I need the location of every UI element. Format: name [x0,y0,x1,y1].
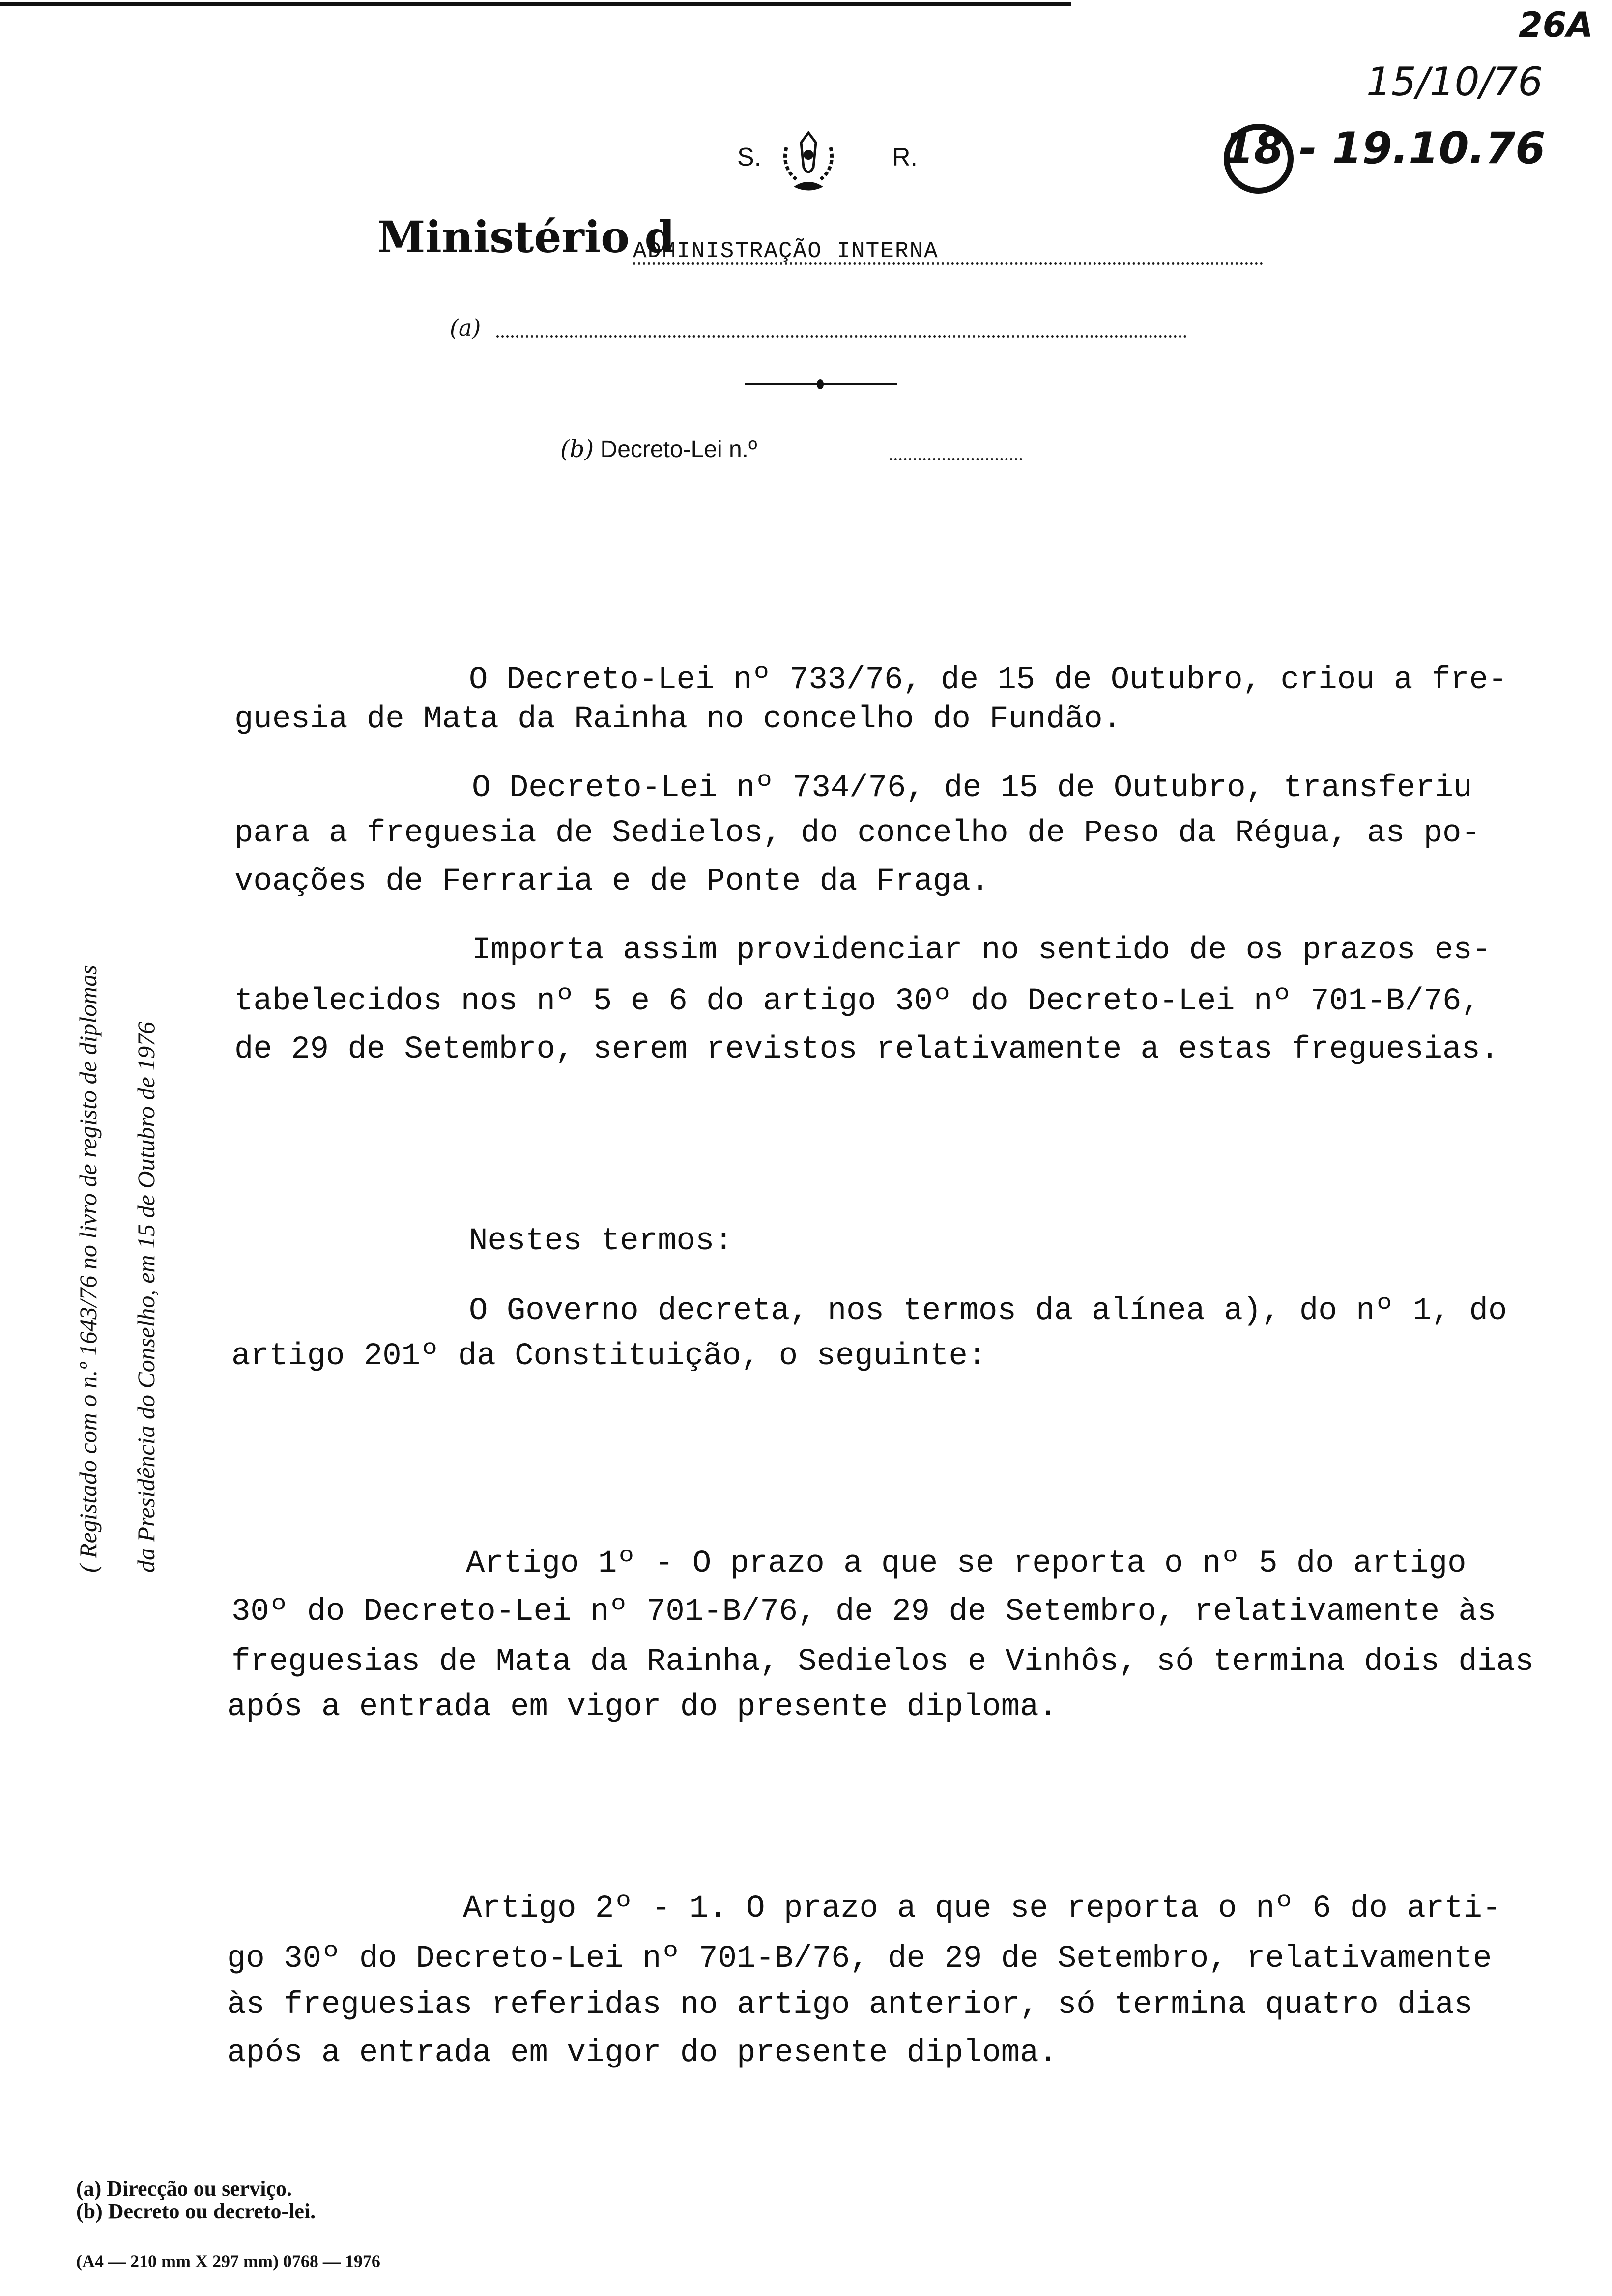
body-line: Artigo 1º - O prazo a que se reporta o nº 5 do artigo [466,1546,1467,1581]
handwritten-date: 15/10/76 [1366,59,1543,105]
top-border-line [0,2,1071,6]
s-label: S. [737,143,762,172]
stamp-circle [1224,124,1294,194]
body-line: O Decreto-Lei nº 734/76, de 15 de Outubro, transferiu [472,771,1472,806]
body-line: go 30º do Decreto-Lei nº 701-B/76, de 29 de Setembro, relativamente [227,1941,1492,1977]
ministry-prefix: Ministério d [377,211,675,262]
body-line: para a freguesia de Sedielos, do concelho de Peso da Régua, as po- [234,816,1480,851]
a-label: (a) [450,315,481,341]
body-line: artigo 201º da Constituição, o seguinte: [231,1339,987,1374]
service-field [496,330,1187,338]
registry-note-line1: ( Registado com o n.º 1643/76 no livro de registo de diplomas [74,965,102,1573]
body-line: Importa assim providenciar no sentido de os prazos es- [472,933,1491,968]
registry-note-line2: da Presidência do Conselho, em 15 de Outubro de 1976 [132,1021,160,1573]
body-line: após a entrada em vigor do presente diploma. [227,1690,1058,1725]
body-line: voações de Ferraria e de Ponte da Fraga. [234,864,990,899]
body-line: Nestes termos: [469,1224,733,1259]
handwritten-reference: 26A [1519,5,1593,45]
body-line: O Governo decreta, nos termos da alínea a), do nº 1, do [469,1293,1507,1329]
ministry-name: ADMINISTRAÇÃO INTERNA [633,238,939,264]
received-stamp: 18 - 19.10.76 [1224,123,1546,173]
r-label: R. [892,143,918,172]
body-line: de 29 de Setembro, serem revistos relativamente a estas freguesias. [234,1032,1499,1067]
ministry-field [633,240,1263,265]
body-line: freguesias de Mata da Rainha, Sedielos e Vinhôs, só termina dois dias [231,1644,1534,1680]
decree-label: Decreto-Lei n.º [600,436,757,462]
decree-number-field [890,453,1022,460]
body-line: O Decreto-Lei nº 733/76, de 15 de Outubro, criou a fre- [469,662,1507,698]
body-line: guesia de Mata da Rainha no concelho do Fundão. [234,702,1122,737]
divider-ornament [817,379,824,389]
form-reference: (A4 — 210 mm X 297 mm) 0768 — 1976 [76,2251,380,2271]
body-line: após a entrada em vigor do presente diploma. [227,2036,1058,2071]
body-line: Artigo 2º - 1. O prazo a que se reporta o nº 6 do arti- [463,1891,1501,1926]
decree-heading [560,435,757,463]
b-label: (b) [560,435,594,463]
footnote-a: (a) Direcção ou serviço. [76,2177,292,2201]
footnote-b: (b) Decreto ou decreto-lei. [76,2199,316,2223]
body-line: 30º do Decreto-Lei nº 701-B/76, de 29 de Setembro, relativamente às [231,1594,1497,1630]
body-line: tabelecidos nos nº 5 e 6 do artigo 30º do Decreto-Lei nº 701-B/76, [234,984,1480,1019]
coat-of-arms-icon [777,128,840,197]
body-line: às freguesias referidas no artigo anterior, só termina quatro dias [227,1987,1473,2023]
